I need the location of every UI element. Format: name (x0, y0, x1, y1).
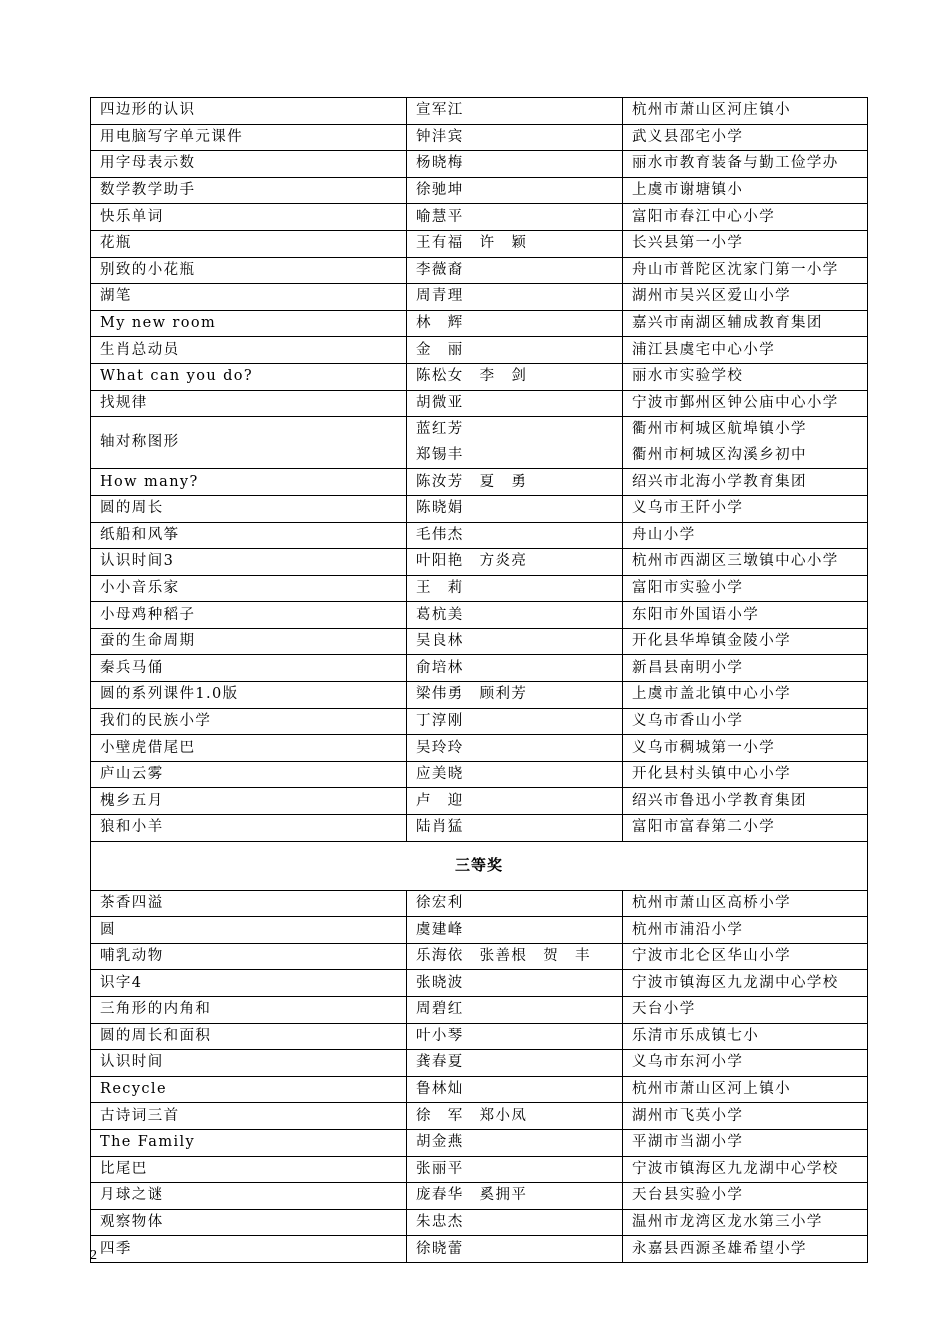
table-row (91, 1076, 868, 1103)
table-row (91, 390, 868, 417)
table-row (91, 1050, 868, 1077)
work-title-cell: 认识时间3 (91, 549, 407, 576)
table-row (91, 602, 868, 629)
school-cell: 杭州市萧山区河庄镇小 (623, 98, 868, 125)
table-row (91, 151, 868, 178)
author-cell: 庞春华 奚拥平 (407, 1183, 623, 1210)
third-prize-section (91, 841, 868, 890)
work-title-cell: 比尾巴 (91, 1156, 407, 1183)
table-row (91, 310, 868, 337)
school-cell: 东阳市外国语小学 (623, 602, 868, 629)
author-cell: 陈松女 李 剑 (407, 363, 623, 390)
work-title-cell: 小小音乐家 (91, 575, 407, 602)
work-title-cell: 蚕的生命周期 (91, 628, 407, 655)
table-row (91, 917, 868, 944)
school-cell: 新昌县南明小学 (623, 655, 868, 682)
school-cell: 宁波市北仑区华山小学 (623, 943, 868, 970)
author-cell: 宣军江 (407, 98, 623, 125)
work-title-cell: 识字4 (91, 970, 407, 997)
author-cell: 胡微亚 (407, 390, 623, 417)
author-cell: 卢 迎 (407, 788, 623, 815)
table-row (91, 124, 868, 151)
author-cell: 徐宏利 (407, 890, 623, 917)
work-title-cell: 圆的系列课件1.0版 (91, 682, 407, 709)
author-cell: 龚春夏 (407, 1050, 623, 1077)
author-cell: 朱忠杰 (407, 1209, 623, 1236)
author-cell: 乐海依 张善根 贺 丰 (407, 943, 623, 970)
author-line: 蓝红芳 (416, 421, 464, 438)
school-cell: 天台小学 (623, 997, 868, 1024)
second-prize-rows (91, 98, 868, 842)
author-cell: 陈汝芳 夏 勇 (407, 469, 623, 496)
school-cell: 湖州市吴兴区爱山小学 (623, 284, 868, 311)
work-title-cell: 小母鸡种稻子 (91, 602, 407, 629)
author-cell: 金 丽 (407, 337, 623, 364)
school-cell: 绍兴市北海小学教育集团 (623, 469, 868, 496)
table-row (91, 788, 868, 815)
work-title-cell: 湖笔 (91, 284, 407, 311)
work-title-cell: 认识时间 (91, 1050, 407, 1077)
school-cell: 宁波市镇海区九龙湖中心学校 (623, 1156, 868, 1183)
work-title-cell: 四季 (91, 1236, 407, 1263)
school-cell: 湖州市飞英小学 (623, 1103, 868, 1130)
school-cell: 开化县村头镇中心小学 (623, 761, 868, 788)
author-cell: 周青理 (407, 284, 623, 311)
author-cell: 胡金燕 (407, 1129, 623, 1156)
school-cell: 义乌市东河小学 (623, 1050, 868, 1077)
author-cell: 叶阳艳 方炎亮 (407, 549, 623, 576)
third-prize-rows (91, 890, 868, 1262)
work-title-cell: 三角形的内角和 (91, 997, 407, 1024)
work-title-cell: Recycle (91, 1076, 407, 1103)
work-title-cell: 纸船和风筝 (91, 522, 407, 549)
table-row (91, 708, 868, 735)
work-title-cell: 槐乡五月 (91, 788, 407, 815)
table-row (91, 682, 868, 709)
table-row (91, 575, 868, 602)
school-cell: 丽水市教育装备与勤工俭学办 (623, 151, 868, 178)
table-row (91, 417, 868, 469)
table-row (91, 337, 868, 364)
author-cell: 周碧红 (407, 997, 623, 1024)
school-cell: 长兴县第一小学 (623, 230, 868, 257)
table-row (91, 890, 868, 917)
work-title-cell: 狼和小羊 (91, 815, 407, 842)
section-title: 三等奖 (91, 841, 868, 890)
work-title-cell: 月球之谜 (91, 1183, 407, 1210)
school-cell: 天台县实验小学 (623, 1183, 868, 1210)
table-row (91, 230, 868, 257)
author-cell: 徐驰坤 (407, 177, 623, 204)
work-title-cell: 圆的周长 (91, 495, 407, 522)
author-cell: 王 莉 (407, 575, 623, 602)
author-cell: 叶小琴 (407, 1023, 623, 1050)
work-title-cell: 找规律 (91, 390, 407, 417)
table-row (91, 495, 868, 522)
author-cell: 葛杭美 (407, 602, 623, 629)
table-row (91, 177, 868, 204)
school-cell: 宁波市鄞州区钟公庙中心小学 (623, 390, 868, 417)
work-title-cell: 轴对称图形 (91, 417, 407, 469)
work-title-cell: 花瓶 (91, 230, 407, 257)
author-cell: 喻慧平 (407, 204, 623, 231)
school-cell: 义乌市稠城第一小学 (623, 735, 868, 762)
school-cell: 丽水市实验学校 (623, 363, 868, 390)
table-row (91, 735, 868, 762)
work-title-cell: 哺乳动物 (91, 943, 407, 970)
work-title-cell: 生肖总动员 (91, 337, 407, 364)
author-cell: 杨晓梅 (407, 151, 623, 178)
table-row (91, 1129, 868, 1156)
school-cell: 乐清市乐成镇七小 (623, 1023, 868, 1050)
table-row (91, 522, 868, 549)
work-title-cell: 茶香四溢 (91, 890, 407, 917)
work-title-cell: 别致的小花瓶 (91, 257, 407, 284)
work-title-cell: The Family (91, 1129, 407, 1156)
author-cell: 张丽平 (407, 1156, 623, 1183)
table-row (91, 98, 868, 125)
author-cell: 陈晓娟 (407, 495, 623, 522)
table-row (91, 1209, 868, 1236)
table-row (91, 1023, 868, 1050)
table-row (91, 655, 868, 682)
author-cell: 钟沣宾 (407, 124, 623, 151)
author-cell: 吴良林 (407, 628, 623, 655)
author-cell: 李薇裔 (407, 257, 623, 284)
table-row (91, 1156, 868, 1183)
school-cell: 宁波市镇海区九龙湖中心学校 (623, 970, 868, 997)
table-row (91, 549, 868, 576)
table-row (91, 761, 868, 788)
work-title-cell: 古诗词三首 (91, 1103, 407, 1130)
work-title-cell: 庐山云雾 (91, 761, 407, 788)
section-header-row (91, 841, 868, 890)
school-cell: 富阳市春江中心小学 (623, 204, 868, 231)
table-row (91, 943, 868, 970)
school-cell: 舟山市普陀区沈家门第一小学 (623, 257, 868, 284)
table-row (91, 1183, 868, 1210)
school-cell: 富阳市富春第二小学 (623, 815, 868, 842)
school-cell: 绍兴市鲁迅小学教育集团 (623, 788, 868, 815)
table-row (91, 815, 868, 842)
table-row (91, 1103, 868, 1130)
school-cell: 富阳市实验小学 (623, 575, 868, 602)
school-cell: 平湖市当湖小学 (623, 1129, 868, 1156)
school-cell: 义乌市香山小学 (623, 708, 868, 735)
author-cell: 丁淳刚 (407, 708, 623, 735)
school-cell: 义乌市王阡小学 (623, 495, 868, 522)
work-title-cell: 四边形的认识 (91, 98, 407, 125)
table-row (91, 284, 868, 311)
work-title-cell: 快乐单词 (91, 204, 407, 231)
work-title-cell: What can you do? (91, 363, 407, 390)
author-cell: 吴玲玲 (407, 735, 623, 762)
school-cell: 上虞市盖北镇中心小学 (623, 682, 868, 709)
school-cell: 杭州市萧山区河上镇小 (623, 1076, 868, 1103)
author-cell: 林 辉 (407, 310, 623, 337)
author-cell: 张晓波 (407, 970, 623, 997)
school-cell: 永嘉县西源圣雄希望小学 (623, 1236, 868, 1263)
school-cell: 开化县华埠镇金陵小学 (623, 628, 868, 655)
author-cell: 徐 军 郑小凤 (407, 1103, 623, 1130)
author-cell (407, 417, 623, 469)
author-cell: 鲁林灿 (407, 1076, 623, 1103)
work-title-cell: 我们的民族小学 (91, 708, 407, 735)
author-cell: 陆肖猛 (407, 815, 623, 842)
work-title-cell: 用字母表示数 (91, 151, 407, 178)
school-cell: 上虞市谢塘镇小 (623, 177, 868, 204)
table-row (91, 1236, 868, 1263)
school-cell: 浦江县虞宅中心小学 (623, 337, 868, 364)
awards-table (90, 97, 868, 1263)
author-cell: 应美晓 (407, 761, 623, 788)
work-title-cell: My new room (91, 310, 407, 337)
author-line: 郑锡丰 (416, 446, 464, 463)
school-cell: 武义县邵宅小学 (623, 124, 868, 151)
work-title-cell: 圆 (91, 917, 407, 944)
school-cell: 杭州市浦沿小学 (623, 917, 868, 944)
author-cell: 俞培林 (407, 655, 623, 682)
table-row (91, 257, 868, 284)
page-number: 2 (90, 1248, 97, 1263)
author-cell: 王有福 许 颖 (407, 230, 623, 257)
school-line: 衢州市柯城区沟溪乡初中 (632, 446, 807, 463)
author-cell: 徐晓蕾 (407, 1236, 623, 1263)
work-title-cell: 观察物体 (91, 1209, 407, 1236)
author-cell: 虞建峰 (407, 917, 623, 944)
work-title-cell: 圆的周长和面积 (91, 1023, 407, 1050)
school-cell (623, 417, 868, 469)
table-row (91, 204, 868, 231)
work-title-cell: 小壁虎借尾巴 (91, 735, 407, 762)
table-row (91, 469, 868, 496)
work-title-cell: 用电脑写字单元课件 (91, 124, 407, 151)
work-title-cell: 秦兵马俑 (91, 655, 407, 682)
school-cell: 温州市龙湾区龙水第三小学 (623, 1209, 868, 1236)
table-row (91, 363, 868, 390)
table-row (91, 997, 868, 1024)
school-cell: 杭州市西湖区三墩镇中心小学 (623, 549, 868, 576)
school-line: 衢州市柯城区航埠镇小学 (632, 421, 807, 438)
work-title-cell: How many? (91, 469, 407, 496)
author-cell: 毛伟杰 (407, 522, 623, 549)
school-cell: 舟山小学 (623, 522, 868, 549)
author-cell: 梁伟勇 顾利芳 (407, 682, 623, 709)
work-title-cell: 数学教学助手 (91, 177, 407, 204)
school-cell: 杭州市萧山区高桥小学 (623, 890, 868, 917)
table-row (91, 628, 868, 655)
school-cell: 嘉兴市南湖区辅成教育集团 (623, 310, 868, 337)
table-row (91, 970, 868, 997)
